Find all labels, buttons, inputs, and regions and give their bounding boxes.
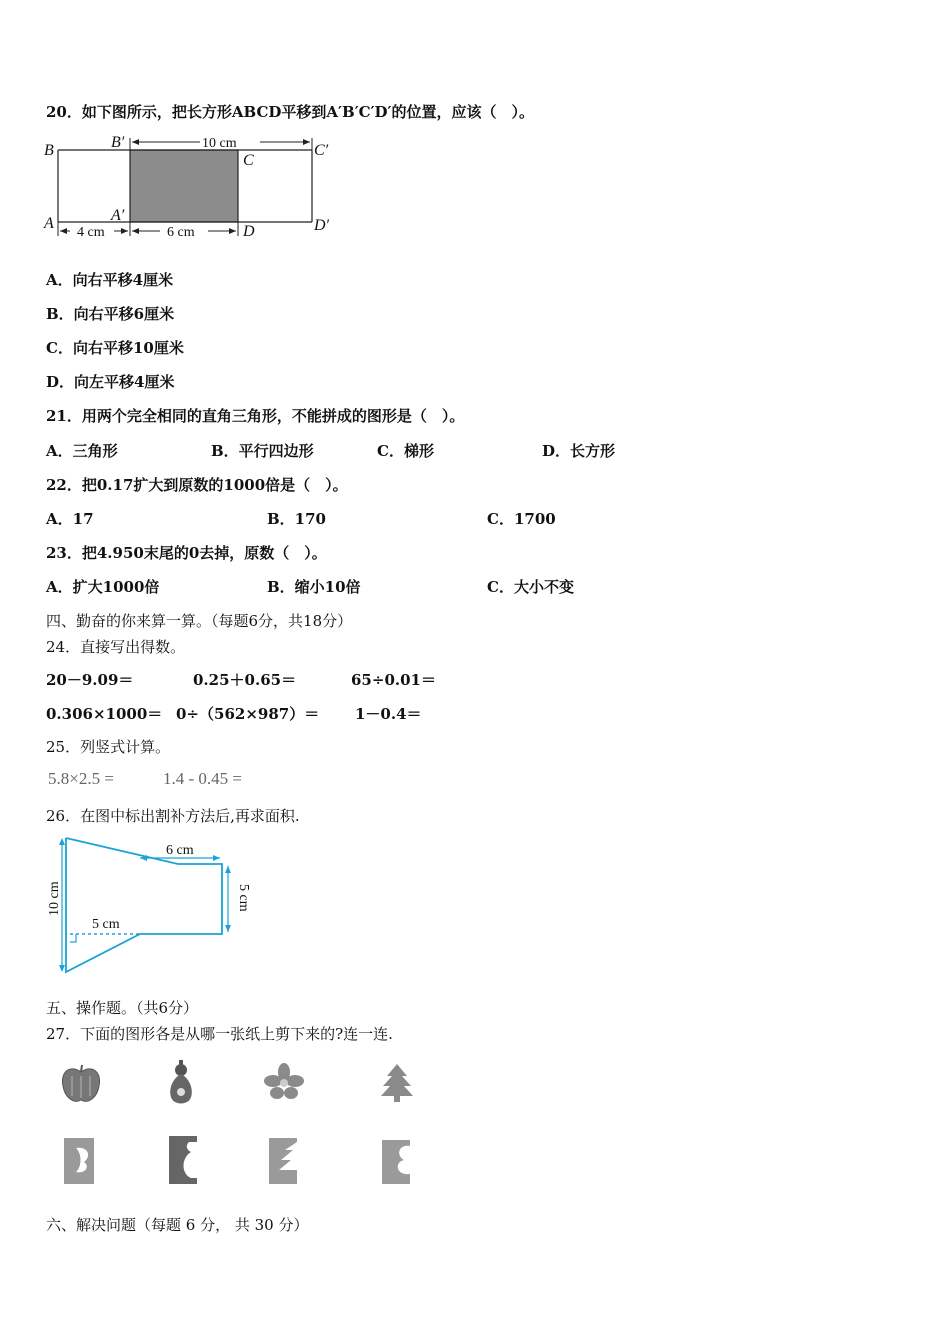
q26-composite-figure (40, 830, 260, 980)
section-6-heading: 六、解决问题（每题 6 分， 共 30 分） (46, 1216, 309, 1234)
label-left: 10 cm (47, 881, 62, 916)
q21-option-a[interactable]: A．三角形 (46, 442, 118, 460)
q20-option-d[interactable]: D．向左平移4厘米 (46, 373, 175, 391)
q26-stem: 26．在图中标出割补方法后,再求面积. (46, 807, 300, 825)
q22-option-a[interactable]: A．17 (46, 510, 94, 528)
label-bottom-length: 6 cm (167, 225, 195, 240)
point-D-prime: D′ (314, 217, 330, 234)
label-top-length: 10 cm (202, 136, 237, 151)
q20-option-a[interactable]: A．向右平移4厘米 (46, 271, 174, 289)
q24-stem: 24．直接写出得数。 (46, 638, 186, 656)
point-D: D (243, 223, 255, 240)
section-4-heading: 四、勤奋的你来算一算。（每题6分，共18分） (46, 612, 353, 630)
q22-option-b[interactable]: B．170 (267, 510, 326, 528)
point-A-prime: A′ (111, 207, 125, 224)
paper-tree-cut-icon[interactable] (265, 1136, 301, 1186)
paper-leaf-cut-icon[interactable] (62, 1136, 98, 1186)
q23-stem: 23．把4.950末尾的0去掉，原数（ ）。 (46, 544, 327, 562)
q21-option-c[interactable]: C．梯形 (377, 442, 434, 460)
q21-option-b[interactable]: B．平行四边形 (211, 442, 314, 460)
q23-option-a[interactable]: A．扩大1000倍 (46, 578, 160, 596)
q21-stem: 21．用两个完全相同的直角三角形，不能拼成的图形是（ ）。 (46, 407, 465, 425)
label-right: 5 cm (236, 884, 251, 912)
q24-item-1: 20－9.09＝ (46, 671, 134, 689)
q20-option-b[interactable]: B．向右平移6厘米 (46, 305, 175, 323)
point-B-prime: B′ (111, 134, 125, 151)
q23-option-c[interactable]: C．大小不变 (487, 578, 574, 596)
pine-tree-icon[interactable] (377, 1062, 417, 1104)
q25-item-2: 1.4 - 0.45 = (163, 769, 242, 788)
q24-item-2: 0.25＋0.65＝ (193, 671, 297, 689)
point-C: C (243, 152, 254, 169)
point-C-prime: C′ (314, 142, 329, 159)
apple-icon[interactable] (60, 1062, 102, 1106)
point-B: B (44, 142, 54, 159)
q21-option-d[interactable]: D．长方形 (542, 442, 616, 460)
q22-stem: 22．把0.17扩大到原数的1000倍是（ ）。 (46, 476, 348, 494)
q22-option-c[interactable]: C．1700 (487, 510, 556, 528)
q27-stem: 27．下面的图形各是从哪一张纸上剪下来的?连一连. (46, 1025, 393, 1043)
q20-option-c[interactable]: C．向右平移10厘米 (46, 339, 184, 357)
section-5-heading: 五、操作题。（共6分） (46, 999, 199, 1017)
label-top: 6 cm (166, 843, 194, 858)
q23-option-b[interactable]: B．缩小10倍 (267, 578, 361, 596)
q24-item-3: 65÷0.01＝ (351, 671, 436, 689)
q20-stem: 20．如下图所示，把长方形ABCD平移到A′B′C′D′的位置，应该（ ）。 (46, 103, 535, 121)
label-inner: 5 cm (92, 917, 120, 932)
paper-flower-cut-icon[interactable] (378, 1136, 414, 1188)
q20-translation-figure (40, 132, 340, 244)
q25-item-1: 5.8×2.5 = (48, 769, 114, 788)
q24-item-6: 1－0.4＝ (355, 705, 422, 723)
shaded-rectangle (130, 150, 238, 222)
q24-item-4: 0.306×1000＝ (46, 705, 163, 723)
q24-item-5: 0÷（562×987）＝ (176, 705, 320, 723)
gourd-icon[interactable] (163, 1058, 199, 1108)
point-A: A (44, 215, 54, 232)
label-left-length: 4 cm (77, 225, 105, 240)
q25-stem: 25．列竖式计算。 (46, 738, 171, 756)
paper-half-gourd-icon[interactable] (163, 1134, 201, 1186)
flower-icon[interactable] (262, 1062, 306, 1102)
